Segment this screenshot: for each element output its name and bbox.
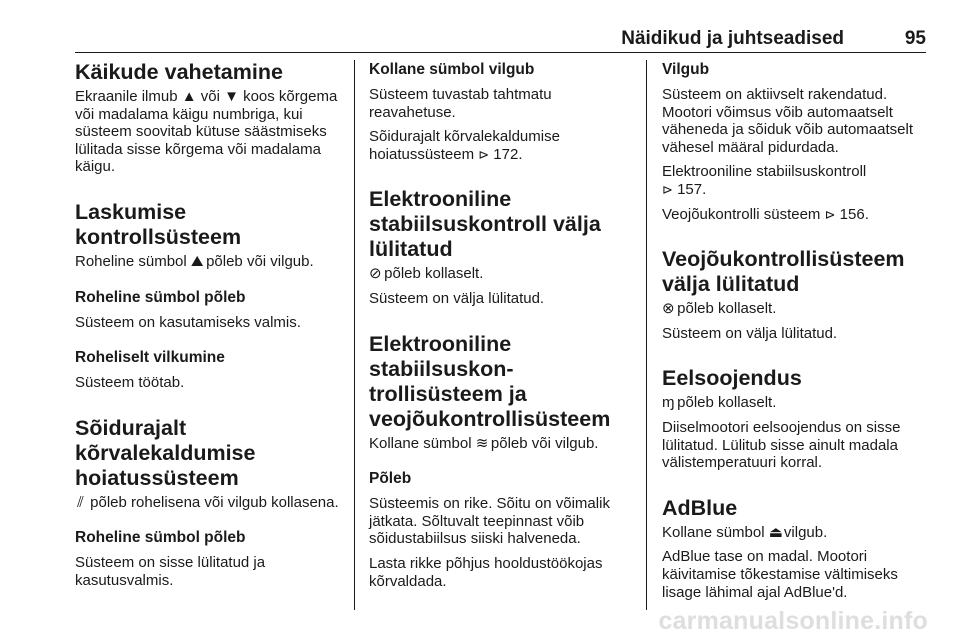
para-ready: Süsteem on kasutamiseks valmis. (75, 313, 301, 331)
page-ref[interactable]: 156. (835, 205, 869, 223)
page-ref-arrow-icon: ⊳ (824, 206, 836, 222)
text: Veojõukontrolli süsteem (662, 205, 825, 223)
para-workshop: Lasta rikke põhjus hooldustöökojas kõrvaldada. (369, 554, 603, 590)
column-1 (75, 60, 345, 597)
para-tc-off-state: Süsteem on välja lülitatud. (662, 324, 838, 342)
text: Elektrooniline stabiilsuskontroll (662, 163, 867, 181)
traction-control-off-icon: ⊗ (662, 300, 675, 318)
text: Roheline sümbol (75, 252, 191, 270)
page-ref[interactable]: 172. (489, 145, 523, 163)
preheat-coil-icon: ɱ (662, 394, 675, 412)
column-divider (646, 60, 647, 610)
para-adblue-desc: AdBlue tase on madal. Mootori käivitamise tõkestamise vältimiseks lisage lähimal ajal AdBlue'd. (662, 548, 898, 601)
subheading-green-blink: Roheliselt vilkumine (75, 349, 225, 367)
text: põleb rohelisena või vilgub kollasena. (86, 493, 339, 511)
text: vilgub. (779, 523, 828, 541)
subheading-lit: Põleb (369, 470, 412, 488)
heading-lane-departure: Sõidurajalt kõrvalekaldumise hoiatussüsteem (75, 415, 256, 490)
para-gear-shift: Ekraanile ilmub ▲ või ▼ koos kõrgema või madalama käigu numbriga, kui süsteem soovitab kütuse säästmiseks lülitada sisse kõrgema või madalama käigu. (75, 88, 338, 176)
page-ref-arrow-icon: ⊳ (478, 146, 490, 162)
heading-preheat: Eelsoojendus (662, 366, 802, 391)
para-esc-off (369, 265, 639, 283)
para-lane (75, 494, 345, 512)
text: põleb kollaselt. (673, 300, 777, 318)
text: põleb või vilgub. (201, 252, 314, 270)
para-tc-ref (662, 206, 932, 224)
text: põleb või vilgub. (486, 434, 599, 452)
para-lane-ref (369, 128, 639, 163)
para-esc-tc (369, 435, 639, 453)
para-tc-off (662, 300, 932, 318)
lane-departure-icon: ⫽ (77, 493, 84, 511)
text: Kollane sümbol (662, 523, 769, 541)
para-descent (75, 253, 345, 271)
heading-gear-shift: Käikude vahetamine (75, 60, 283, 84)
heading-adblue: AdBlue (662, 495, 738, 520)
text: põleb kollaselt. (673, 394, 777, 412)
para-ready-2: Süsteem on sisse lülitatud ja kasutusvalmis. (75, 554, 266, 589)
para-esc-off-state: Süsteem on välja lülitatud. (369, 289, 545, 307)
subheading-blink: Vilgub (662, 61, 710, 78)
heading-esc-off: Elektrooniline stabiilsuskontroll välja lülitatud (369, 187, 601, 262)
watermark: carmanualsonline.info (658, 607, 928, 635)
page-ref-arrow-icon: ⊳ (662, 181, 673, 197)
heading-esc-tc: Elektrooniline stabiilsuskontrollisüsteem ja veojõukontrollisüsteem (369, 331, 611, 431)
column-3 (662, 60, 932, 608)
text: põleb kollaselt. (380, 265, 484, 283)
subheading-green-lit: Roheline sümbol põleb (75, 288, 246, 306)
para-preheat (662, 394, 932, 412)
para-fault: Süsteemis on rike. Sõitu on võimalik jätkata. Sõltuvalt teepinnast võib sõidustabiilsus siiski halveneda. (369, 495, 610, 548)
page-ref[interactable]: 157. (672, 180, 707, 198)
heading-descent-control: Laskumise kontrollsüsteem (75, 199, 242, 249)
para-malfunction: Süsteem tuvastab tahtmatu reavahetuse. (369, 86, 552, 121)
para-active: Süsteem on aktiivselt rakendatud. Mootori võimsus võib automaatselt väheneda ja sõiduk võib automaatselt vähesel määral pidurdada. (662, 86, 914, 156)
column-divider (354, 60, 355, 610)
column-2 (369, 60, 639, 597)
adblue-icon: ⏏ (768, 523, 783, 541)
para-preheat-desc: Diiselmootori eelsoojendus on sisse lülitatud. Lülitub sisse ainult madala välistemperatuuri korral. (662, 418, 901, 472)
page-number: 95 (904, 28, 926, 49)
para-esc-ref (662, 163, 932, 198)
esc-icon: ≋ (475, 434, 489, 452)
text: Sõidurajalt kõrvalekaldumise hoiatussüsteem (369, 128, 560, 163)
esc-off-icon: ⊘ (369, 265, 382, 283)
subheading-yellow-blink: Kollane sümbol vilgub (369, 61, 535, 78)
text: Kollane sümbol (369, 434, 476, 452)
header-title: Näidikud ja juhtseadised (621, 28, 844, 49)
heading-tc-off: Veojõukontrollisüsteem välja lülitatud (662, 247, 905, 297)
para-adblue (662, 524, 932, 542)
subheading-green-lit-2: Roheline sümbol põleb (75, 529, 246, 547)
descent-control-icon: ⛰ (190, 252, 204, 270)
para-working: Süsteem töötab. (75, 374, 185, 392)
page-header (75, 22, 926, 53)
